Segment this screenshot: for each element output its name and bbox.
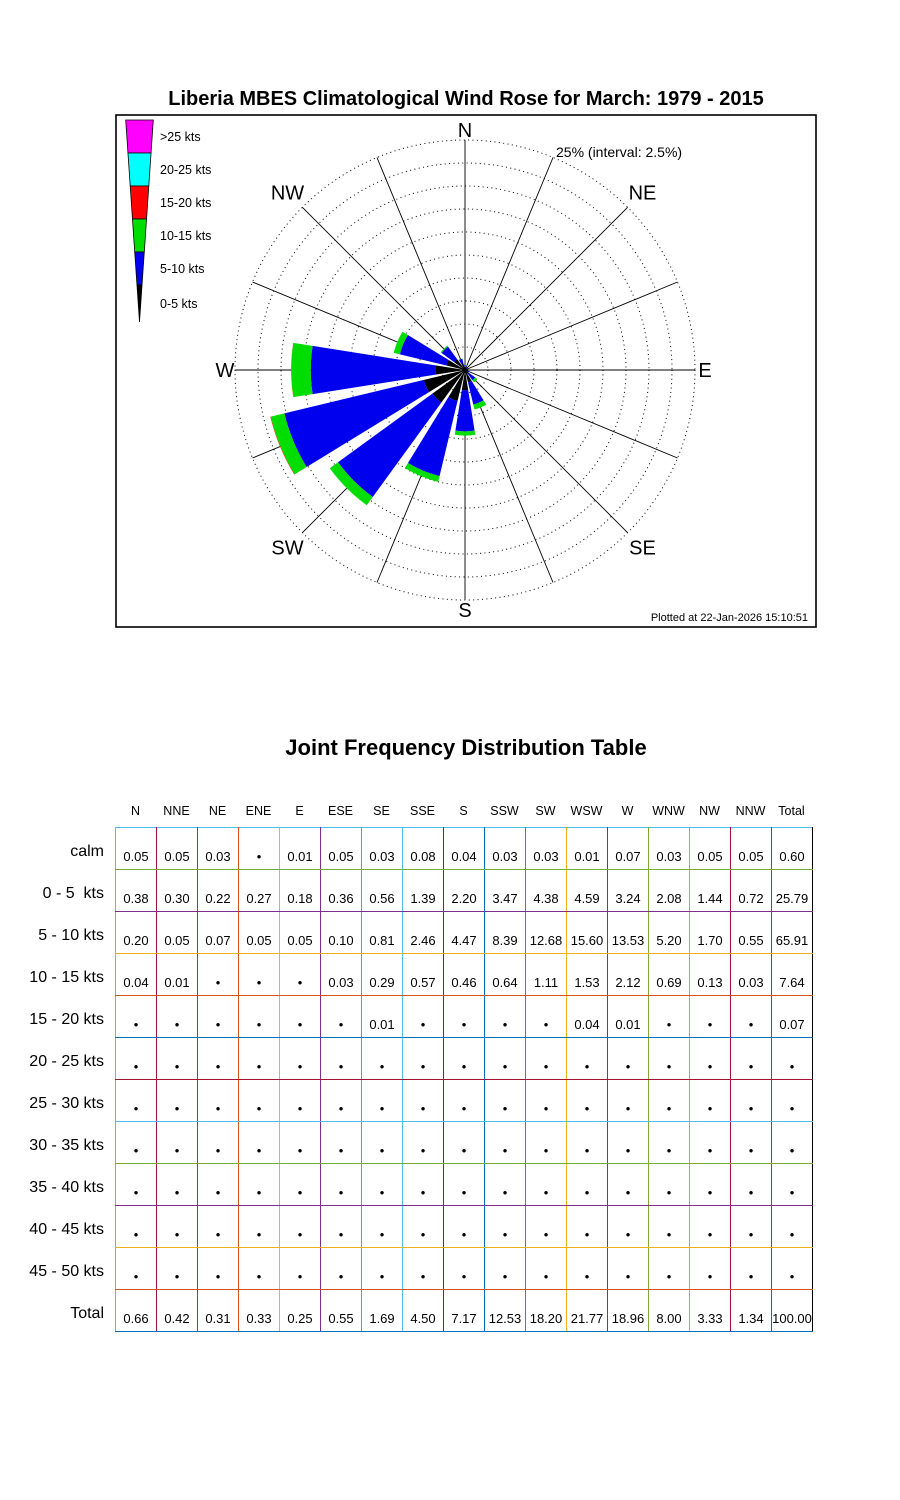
cell-40-45kts-se: • [362, 1206, 403, 1248]
cell-0-5kts-ese: 0.36 [321, 870, 362, 912]
cell-40-45kts-s: • [444, 1206, 485, 1248]
cell-25-30kts-nnw: • [731, 1080, 772, 1122]
cell-40-45kts-n: • [116, 1206, 157, 1248]
table-row [116, 1164, 813, 1206]
cell-Total-nnw: 1.34 [731, 1290, 772, 1332]
cell-25-30kts-sw: • [526, 1080, 567, 1122]
cell-20-25kts-e: • [280, 1038, 321, 1080]
wind-rose-chart [0, 0, 900, 700]
cell-30-35kts-ese: • [321, 1122, 362, 1164]
cell-35-40kts-nnw: • [731, 1164, 772, 1206]
cell-5-10kts-e: 0.05 [280, 912, 321, 954]
cell-10-15kts-ssw: 0.64 [485, 954, 526, 996]
cell-5-10kts-ene: 0.05 [239, 912, 280, 954]
legend-label->25kts: >25 kts [160, 130, 201, 144]
cell-5-10kts-ese: 0.10 [321, 912, 362, 954]
col-header-nnw: NNW [735, 804, 766, 818]
cell-45-50kts-sw: • [526, 1248, 567, 1290]
row-label-45---50-kts: 45 - 50 kts [29, 1263, 104, 1280]
cell-20-25kts-se: • [362, 1038, 403, 1080]
cell-Total-se: 1.69 [362, 1290, 403, 1332]
cell-5-10kts-wsw: 15.60 [567, 912, 608, 954]
cell-Total-s: 7.17 [444, 1290, 485, 1332]
cell-30-35kts-s: • [444, 1122, 485, 1164]
legend-label-5-10kts: 5-10 kts [160, 262, 205, 276]
cell-Total-n: 0.66 [116, 1290, 157, 1332]
cell-35-40kts-wnw: • [649, 1164, 690, 1206]
cell-30-35kts-sse: • [403, 1122, 444, 1164]
cell-calm-total: 0.60 [772, 828, 813, 870]
cell-40-45kts-sse: • [403, 1206, 444, 1248]
cell-30-35kts-wsw: • [567, 1122, 608, 1164]
col-header-n: N [130, 804, 141, 818]
cell-calm-e: 0.01 [280, 828, 321, 870]
cell-10-15kts-nnw: 0.03 [731, 954, 772, 996]
cell-20-25kts-total: • [772, 1038, 813, 1080]
cell-45-50kts-wnw: • [649, 1248, 690, 1290]
legend-swatch-15-20kts [130, 186, 149, 219]
cell-10-15kts-sse: 0.57 [403, 954, 444, 996]
cell-0-5kts-sse: 1.39 [403, 870, 444, 912]
cell-calm-wnw: 0.03 [649, 828, 690, 870]
legend-swatch-10-15kts [132, 219, 146, 252]
cell-Total-ese: 0.55 [321, 1290, 362, 1332]
col-header-nw: NW [699, 804, 720, 818]
cell-45-50kts-nne: • [157, 1248, 198, 1290]
col-header-ne: NE [208, 804, 227, 818]
table-row [116, 912, 813, 954]
spoke-NNE [465, 158, 553, 370]
cell-20-25kts-ene: • [239, 1038, 280, 1080]
cell-Total-nne: 0.42 [157, 1290, 198, 1332]
cell-30-35kts-nne: • [157, 1122, 198, 1164]
cell-10-15kts-wsw: 1.53 [567, 954, 608, 996]
table-title: Joint Frequency Distribution Table [285, 735, 647, 760]
spoke-NW [302, 207, 465, 370]
cell-25-30kts-s: • [444, 1080, 485, 1122]
cell-15-20kts-se: 0.01 [362, 996, 403, 1038]
cell-15-20kts-w: 0.01 [608, 996, 649, 1038]
cell-40-45kts-ese: • [321, 1206, 362, 1248]
cell-35-40kts-ne: • [198, 1164, 239, 1206]
spoke-NE [465, 207, 628, 370]
cell-25-30kts-ese: • [321, 1080, 362, 1122]
spoke-ENE [465, 282, 677, 370]
petal-W-10-15kts [291, 343, 312, 397]
cell-15-20kts-nnw: • [731, 996, 772, 1038]
cell-25-30kts-wsw: • [567, 1080, 608, 1122]
col-header-ese: ESE [327, 804, 353, 818]
cell-15-20kts-ssw: • [485, 996, 526, 1038]
cell-45-50kts-w: • [608, 1248, 649, 1290]
cell-15-20kts-sw: • [526, 996, 567, 1038]
cell-10-15kts-ene: • [239, 954, 280, 996]
spoke-SE [465, 370, 628, 533]
cell-45-50kts-e: • [280, 1248, 321, 1290]
cell-Total-nw: 3.33 [690, 1290, 731, 1332]
cell-35-40kts-sw: • [526, 1164, 567, 1206]
cell-25-30kts-e: • [280, 1080, 321, 1122]
cell-calm-ssw: 0.03 [485, 828, 526, 870]
cell-10-15kts-w: 2.12 [608, 954, 649, 996]
col-header-w: W [621, 804, 634, 818]
cell-5-10kts-s: 4.47 [444, 912, 485, 954]
cell-calm-ese: 0.05 [321, 828, 362, 870]
cell-40-45kts-w: • [608, 1206, 649, 1248]
cell-30-35kts-ne: • [198, 1122, 239, 1164]
cell-10-15kts-nw: 0.13 [690, 954, 731, 996]
cell-0-5kts-wnw: 2.08 [649, 870, 690, 912]
compass-label-NW: NW [270, 182, 305, 205]
row-label-20---25-kts: 20 - 25 kts [29, 1053, 104, 1070]
cell-calm-w: 0.07 [608, 828, 649, 870]
cell-15-20kts-ese: • [321, 996, 362, 1038]
cell-45-50kts-ssw: • [485, 1248, 526, 1290]
cell-5-10kts-ssw: 8.39 [485, 912, 526, 954]
cell-25-30kts-sse: • [403, 1080, 444, 1122]
row-label-25---30-kts: 25 - 30 kts [29, 1095, 104, 1112]
cell-calm-wsw: 0.01 [567, 828, 608, 870]
legend-swatch-20-25kts [128, 153, 151, 186]
cell-20-25kts-ne: • [198, 1038, 239, 1080]
cell-45-50kts-s: • [444, 1248, 485, 1290]
cell-0-5kts-sw: 4.38 [526, 870, 567, 912]
cell-0-5kts-ene: 0.27 [239, 870, 280, 912]
cell-35-40kts-ese: • [321, 1164, 362, 1206]
cell-45-50kts-wsw: • [567, 1248, 608, 1290]
cell-20-25kts-sw: • [526, 1038, 567, 1080]
cell-Total-sw: 18.20 [526, 1290, 567, 1332]
table-row [116, 1206, 813, 1248]
cell-25-30kts-wnw: • [649, 1080, 690, 1122]
compass-label-NE: NE [628, 182, 657, 205]
row-label-5---10-kts: 5 - 10 kts [38, 927, 104, 944]
cell-40-45kts-nw: • [690, 1206, 731, 1248]
petal-N-5-10kts [464, 365, 466, 367]
legend-swatch-5-10kts [135, 252, 145, 285]
table-column-headers [115, 804, 813, 818]
cell-0-5kts-ne: 0.22 [198, 870, 239, 912]
compass-label-SW: SW [271, 537, 304, 560]
cell-calm-nw: 0.05 [690, 828, 731, 870]
cell-25-30kts-n: • [116, 1080, 157, 1122]
cell-5-10kts-sw: 12.68 [526, 912, 567, 954]
cell-Total-wnw: 8.00 [649, 1290, 690, 1332]
cell-35-40kts-se: • [362, 1164, 403, 1206]
cell-0-5kts-e: 0.18 [280, 870, 321, 912]
legend-label-15-20kts: 15-20 kts [160, 196, 212, 210]
cell-0-5kts-nne: 0.30 [157, 870, 198, 912]
cell-35-40kts-n: • [116, 1164, 157, 1206]
cell-20-25kts-sse: • [403, 1038, 444, 1080]
cell-20-25kts-wnw: • [649, 1038, 690, 1080]
cell-30-35kts-se: • [362, 1122, 403, 1164]
cell-10-15kts-wnw: 0.69 [649, 954, 690, 996]
cell-20-25kts-wsw: • [567, 1038, 608, 1080]
table-row-labels [0, 827, 104, 1331]
cell-35-40kts-sse: • [403, 1164, 444, 1206]
cell-20-25kts-n: • [116, 1038, 157, 1080]
joint-frequency-table [115, 827, 813, 1332]
cell-calm-sw: 0.03 [526, 828, 567, 870]
cell-15-20kts-nne: • [157, 996, 198, 1038]
cell-15-20kts-nw: • [690, 996, 731, 1038]
cell-20-25kts-w: • [608, 1038, 649, 1080]
cell-15-20kts-wsw: 0.04 [567, 996, 608, 1038]
col-header-sw: SW [535, 804, 556, 818]
row-label-total: Total [70, 1305, 104, 1322]
cell-20-25kts-s: • [444, 1038, 485, 1080]
cell-10-15kts-ese: 0.03 [321, 954, 362, 996]
compass-label-S: S [458, 600, 472, 622]
cell-25-30kts-nw: • [690, 1080, 731, 1122]
table-row [116, 828, 813, 870]
cell-30-35kts-wnw: • [649, 1122, 690, 1164]
cell-25-30kts-ene: • [239, 1080, 280, 1122]
cell-0-5kts-nw: 1.44 [690, 870, 731, 912]
cell-0-5kts-n: 0.38 [116, 870, 157, 912]
cell-30-35kts-e: • [280, 1122, 321, 1164]
cell-40-45kts-nnw: • [731, 1206, 772, 1248]
table-row [116, 1248, 813, 1290]
cell-calm-se: 0.03 [362, 828, 403, 870]
cell-40-45kts-nne: • [157, 1206, 198, 1248]
cell-Total-sse: 4.50 [403, 1290, 444, 1332]
cell-45-50kts-n: • [116, 1248, 157, 1290]
cell-calm-nnw: 0.05 [731, 828, 772, 870]
cell-35-40kts-total: • [772, 1164, 813, 1206]
cell-10-15kts-ne: • [198, 954, 239, 996]
table-row [116, 954, 813, 996]
cell-5-10kts-sse: 2.46 [403, 912, 444, 954]
plotted-at-timestamp: Plotted at 22-Jan-2026 15:10:51 [650, 612, 808, 624]
cell-5-10kts-nnw: 0.55 [731, 912, 772, 954]
cell-15-20kts-ne: • [198, 996, 239, 1038]
cell-20-25kts-nne: • [157, 1038, 198, 1080]
cell-45-50kts-ne: • [198, 1248, 239, 1290]
cell-45-50kts-nw: • [690, 1248, 731, 1290]
col-header-s: S [459, 804, 468, 818]
cell-10-15kts-s: 0.46 [444, 954, 485, 996]
cell-35-40kts-nne: • [157, 1164, 198, 1206]
cell-40-45kts-total: • [772, 1206, 813, 1248]
cell-25-30kts-w: • [608, 1080, 649, 1122]
cell-30-35kts-total: • [772, 1122, 813, 1164]
cell-5-10kts-ne: 0.07 [198, 912, 239, 954]
legend-label-0-5kts: 0-5 kts [160, 297, 198, 311]
cell-20-25kts-ese: • [321, 1038, 362, 1080]
cell-0-5kts-se: 0.56 [362, 870, 403, 912]
cell-5-10kts-w: 13.53 [608, 912, 649, 954]
cell-40-45kts-ne: • [198, 1206, 239, 1248]
cell-20-25kts-ssw: • [485, 1038, 526, 1080]
cell-5-10kts-nw: 1.70 [690, 912, 731, 954]
cell-5-10kts-total: 65.91 [772, 912, 813, 954]
cell-35-40kts-e: • [280, 1164, 321, 1206]
cell-45-50kts-ene: • [239, 1248, 280, 1290]
cell-40-45kts-ssw: • [485, 1206, 526, 1248]
legend-label-20-25kts: 20-25 kts [160, 163, 212, 177]
row-label-0---5-kts: 0 - 5 kts [42, 885, 104, 902]
col-header-wsw: WSW [570, 804, 603, 818]
col-header-ssw: SSW [490, 804, 519, 818]
cell-10-15kts-e: • [280, 954, 321, 996]
spoke-NNW [377, 158, 465, 370]
ring-scale-label: 25% (interval: 2.5%) [556, 144, 683, 160]
col-header-total: Total [778, 804, 805, 818]
col-header-wnw: WNW [652, 804, 685, 818]
row-label-30---35-kts: 30 - 35 kts [29, 1137, 104, 1154]
cell-5-10kts-wnw: 5.20 [649, 912, 690, 954]
cell-calm-nne: 0.05 [157, 828, 198, 870]
col-header-ene: ENE [245, 804, 272, 818]
compass-label-W: W [215, 360, 235, 382]
cell-0-5kts-nnw: 0.72 [731, 870, 772, 912]
table-row [116, 996, 813, 1038]
cell-Total-wsw: 21.77 [567, 1290, 608, 1332]
cell-15-20kts-s: • [444, 996, 485, 1038]
legend-swatch->25kts [126, 120, 154, 153]
cell-Total-ene: 0.33 [239, 1290, 280, 1332]
cell-45-50kts-nnw: • [731, 1248, 772, 1290]
cell-15-20kts-sse: • [403, 996, 444, 1038]
cell-calm-s: 0.04 [444, 828, 485, 870]
cell-30-35kts-nw: • [690, 1122, 731, 1164]
cell-calm-sse: 0.08 [403, 828, 444, 870]
row-label-10---15-kts: 10 - 15 kts [29, 969, 104, 986]
cell-Total-e: 0.25 [280, 1290, 321, 1332]
col-header-nne: NNE [163, 804, 190, 818]
cell-Total-w: 18.96 [608, 1290, 649, 1332]
col-header-se: SE [373, 804, 390, 818]
row-label-15---20-kts: 15 - 20 kts [29, 1011, 104, 1028]
cell-0-5kts-wsw: 4.59 [567, 870, 608, 912]
cell-15-20kts-ene: • [239, 996, 280, 1038]
cell-25-30kts-nne: • [157, 1080, 198, 1122]
cell-35-40kts-nw: • [690, 1164, 731, 1206]
row-label-calm: calm [70, 843, 104, 860]
cell-40-45kts-wsw: • [567, 1206, 608, 1248]
cell-10-15kts-n: 0.04 [116, 954, 157, 996]
cell-35-40kts-ene: • [239, 1164, 280, 1206]
table-row [116, 1080, 813, 1122]
cell-10-15kts-se: 0.29 [362, 954, 403, 996]
cell-45-50kts-se: • [362, 1248, 403, 1290]
cell-35-40kts-w: • [608, 1164, 649, 1206]
petal-SSE-5-10kts [468, 381, 484, 405]
table-row [116, 1122, 813, 1164]
cell-calm-n: 0.05 [116, 828, 157, 870]
cell-25-30kts-se: • [362, 1080, 403, 1122]
cell-5-10kts-n: 0.20 [116, 912, 157, 954]
table-row [116, 870, 813, 912]
cell-15-20kts-e: • [280, 996, 321, 1038]
legend-label-10-15kts: 10-15 kts [160, 229, 212, 243]
cell-15-20kts-wnw: • [649, 996, 690, 1038]
cell-0-5kts-s: 2.20 [444, 870, 485, 912]
cell-45-50kts-ese: • [321, 1248, 362, 1290]
cell-0-5kts-ssw: 3.47 [485, 870, 526, 912]
row-label-40---45-kts: 40 - 45 kts [29, 1221, 104, 1238]
cell-15-20kts-total: 0.07 [772, 996, 813, 1038]
col-header-e: E [295, 804, 304, 818]
cell-45-50kts-sse: • [403, 1248, 444, 1290]
cell-30-35kts-sw: • [526, 1122, 567, 1164]
cell-0-5kts-total: 25.79 [772, 870, 813, 912]
cell-20-25kts-nnw: • [731, 1038, 772, 1080]
cell-Total-total: 100.00 [772, 1290, 813, 1332]
legend-swatch-0-5kts [137, 285, 142, 322]
cell-0-5kts-w: 3.24 [608, 870, 649, 912]
cell-calm-ene: • [239, 828, 280, 870]
compass-label-N: N [457, 120, 473, 142]
cell-5-10kts-nne: 0.05 [157, 912, 198, 954]
cell-40-45kts-ene: • [239, 1206, 280, 1248]
cell-25-30kts-total: • [772, 1080, 813, 1122]
cell-40-45kts-wnw: • [649, 1206, 690, 1248]
cell-25-30kts-ssw: • [485, 1080, 526, 1122]
cell-30-35kts-nnw: • [731, 1122, 772, 1164]
row-label-35---40-kts: 35 - 40 kts [29, 1179, 104, 1196]
cell-10-15kts-total: 7.64 [772, 954, 813, 996]
spoke-ESE [465, 370, 677, 458]
cell-30-35kts-ene: • [239, 1122, 280, 1164]
cell-40-45kts-e: • [280, 1206, 321, 1248]
cell-30-35kts-n: • [116, 1122, 157, 1164]
cell-35-40kts-wsw: • [567, 1164, 608, 1206]
rose-chart-title: Liberia MBES Climatological Wind Rose for March: 1979 - 2015 [168, 88, 764, 110]
compass-label-SE: SE [629, 537, 656, 560]
cell-35-40kts-ssw: • [485, 1164, 526, 1206]
cell-10-15kts-sw: 1.11 [526, 954, 567, 996]
compass-label-E: E [698, 360, 712, 382]
cell-Total-ssw: 12.53 [485, 1290, 526, 1332]
cell-35-40kts-s: • [444, 1164, 485, 1206]
table-row [116, 1290, 813, 1332]
cell-5-10kts-se: 0.81 [362, 912, 403, 954]
cell-15-20kts-n: • [116, 996, 157, 1038]
table-row [116, 1038, 813, 1080]
cell-calm-ne: 0.03 [198, 828, 239, 870]
cell-40-45kts-sw: • [526, 1206, 567, 1248]
cell-25-30kts-ne: • [198, 1080, 239, 1122]
col-header-sse: SSE [409, 804, 435, 818]
cell-20-25kts-nw: • [690, 1038, 731, 1080]
cell-Total-ne: 0.31 [198, 1290, 239, 1332]
cell-10-15kts-nne: 0.01 [157, 954, 198, 996]
cell-45-50kts-total: • [772, 1248, 813, 1290]
cell-30-35kts-ssw: • [485, 1122, 526, 1164]
cell-30-35kts-w: • [608, 1122, 649, 1164]
